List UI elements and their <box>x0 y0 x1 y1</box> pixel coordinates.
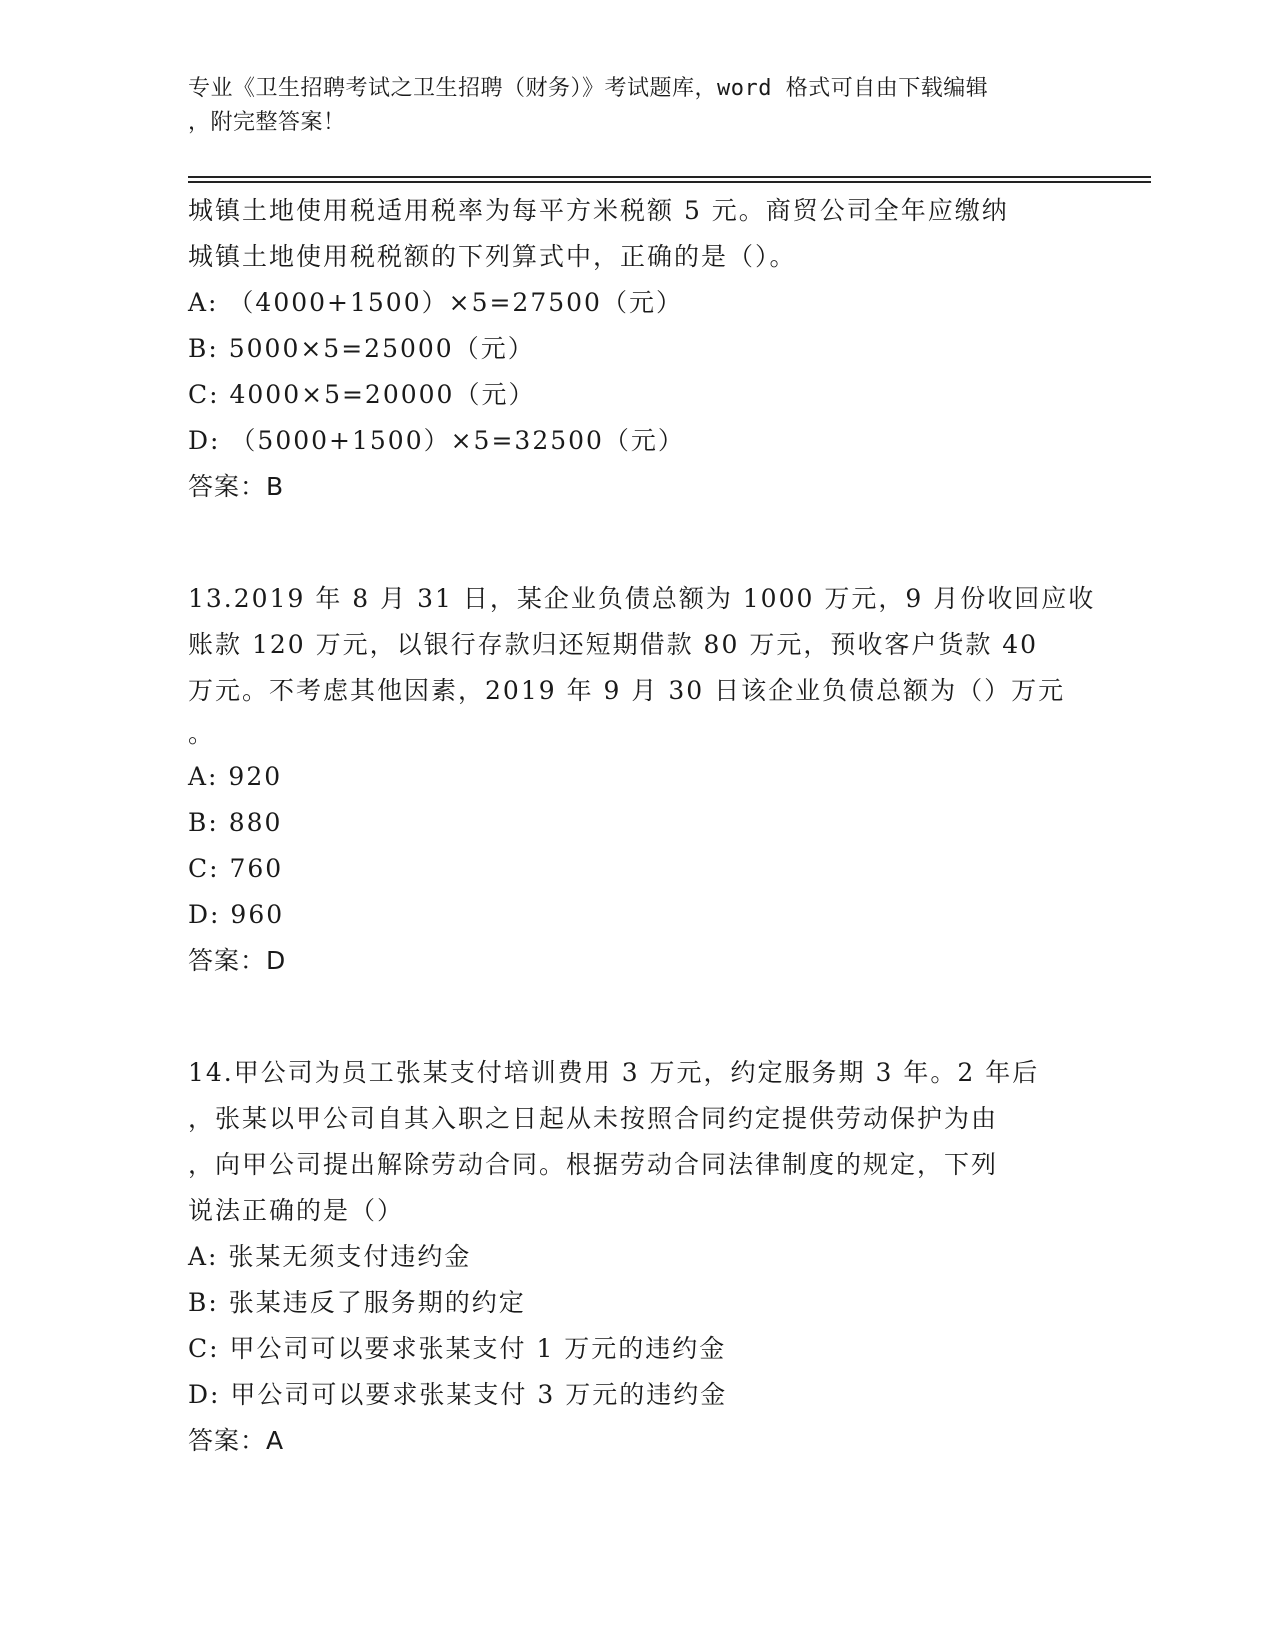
answer-label: 答案：B <box>188 472 285 501</box>
question-stem-line: 14.甲公司为员工张某支付培训费用 3 万元，约定服务期 3 年。2 年后 <box>188 1058 1040 1087</box>
document-header <box>188 72 1088 140</box>
option-b: B: 张某违反了服务期的约定 <box>188 1288 526 1317</box>
header-rule-bottom <box>188 181 1151 183</box>
header-rule-top <box>188 176 1151 178</box>
question-stem-line: 城镇土地使用税适用税率为每平方米税额 5 元。商贸公司全年应缴纳 <box>188 196 1009 225</box>
question-stem-line: 城镇土地使用税税额的下列算式中，正确的是（）。 <box>188 242 797 271</box>
option-b: B: 880 <box>188 808 283 837</box>
question-stem-line: 万元。不考虑其他因素，2019 年 9 月 30 日该企业负债总额为（）万元 <box>188 676 1066 705</box>
spacer <box>188 984 1088 1050</box>
question-stem-line: 账款 120 万元，以银行存款归还短期借款 80 万元，预收客户货款 40 <box>188 630 1039 659</box>
option-c: C: 甲公司可以要求张某支付 1 万元的违约金 <box>188 1334 727 1363</box>
option-a: A: 920 <box>188 762 283 791</box>
header-line-1: 专业《卫生招聘考试之卫生招聘（财务）》考试题库，word 格式可自由下载编辑 <box>188 76 989 101</box>
option-b: B: 5000×5=25000（元） <box>188 334 535 363</box>
question-stem-line: 13.2019 年 8 月 31 日，某企业负债总额为 1000 万元，9 月份收回应收 <box>188 584 1096 613</box>
question-stem-line: ，向甲公司提出解除劳动合同。根据劳动合同法律制度的规定，下列 <box>188 1150 999 1179</box>
option-d: D: 甲公司可以要求张某支付 3 万元的违约金 <box>188 1380 728 1409</box>
question-stem-line: 说法正确的是（） <box>188 1196 405 1225</box>
question-14 <box>188 1050 1088 1464</box>
question-stem-line: ，张某以甲公司自其入职之日起从未按照合同约定提供劳动保护为由 <box>188 1104 999 1133</box>
spacer <box>188 510 1088 576</box>
option-a: A: （4000+1500）×5=27500（元） <box>188 288 683 317</box>
option-c: C: 4000×5=20000（元） <box>188 380 536 409</box>
question-12 <box>188 188 1088 510</box>
question-13 <box>188 576 1096 984</box>
question-stem-line: 。 <box>188 719 216 748</box>
answer-label: 答案：D <box>188 946 287 975</box>
option-d: D: （5000+1500）×5=32500（元） <box>188 426 685 455</box>
header-line-2: ，附完整答案！ <box>188 110 346 135</box>
answer-label: 答案：A <box>188 1426 285 1455</box>
option-c: C: 760 <box>188 854 284 883</box>
option-d: D: 960 <box>188 900 285 929</box>
question-list <box>188 188 1096 1464</box>
option-a: A: 张某无须支付违约金 <box>188 1242 472 1271</box>
